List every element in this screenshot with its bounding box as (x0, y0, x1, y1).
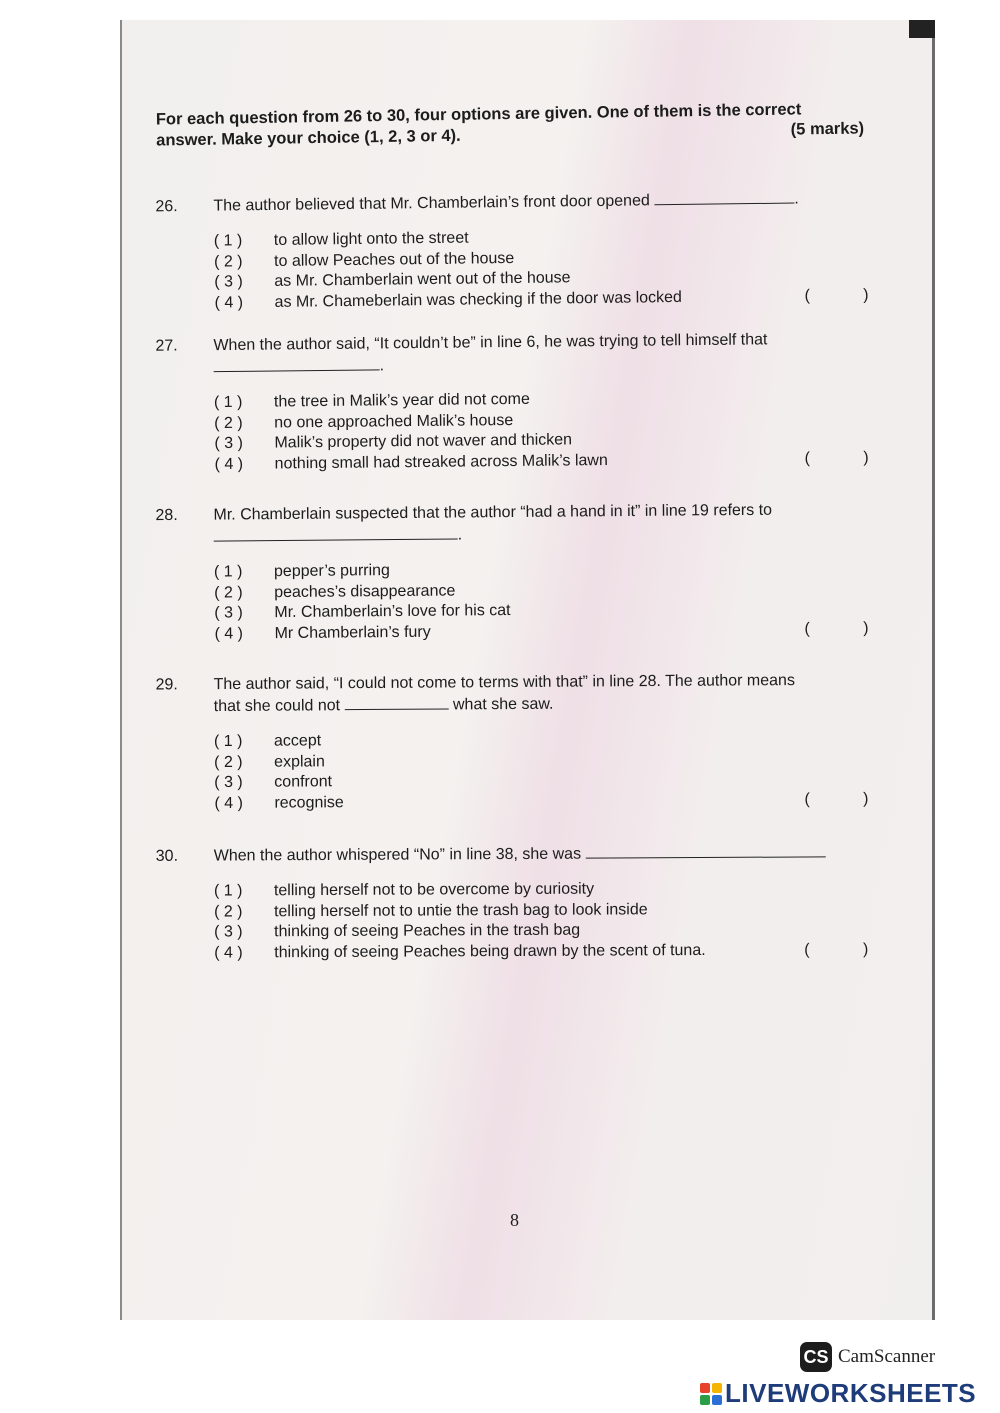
option-4: ( 4 ) as Mr. Chameberlain was checking if the door was locked ( ) (214, 286, 869, 312)
option-1: ( 1 ) the tree in Malik’s year did not come (213, 390, 530, 412)
option-1: ( 1 ) telling herself not to be overcome by curiosity (213, 880, 595, 900)
question-26: 26. The author believed that Mr. Chamberlain’s front door opened . ( 1 ) to allow light onto the street ( 2 ) to allow Peaches out of the house ( 3 ) as Mr. Chamberlain went out of the house ( 4 ) as Mr. Chameberlain was checking if the door was locked ( ) (155, 188, 868, 315)
instructions (156, 98, 865, 151)
answer-blank (344, 694, 448, 710)
option-1: ( 1 ) pepper’s purring (213, 562, 390, 581)
answer-bracket[interactable]: ( ) (804, 619, 869, 637)
answer-bracket[interactable]: ( ) (804, 448, 869, 467)
option-3: ( 3 ) thinking of seeing Peaches in the trash bag (214, 921, 581, 941)
options-list (214, 557, 869, 645)
camscanner-label: CamScanner (838, 1346, 936, 1367)
question-text: The author believed that Mr. Chamberlain’s front door opened (213, 192, 650, 215)
option-4: ( 4 ) nothing small had streaked across Malik’s lawn ( ) (214, 448, 869, 473)
question-text: When the author said, “It couldn’t be” in line 6, he was trying to tell himself that (213, 331, 768, 355)
answer-blank (585, 842, 825, 858)
page-corner-shadow (909, 20, 935, 38)
options-list (214, 878, 868, 963)
options-list (214, 728, 869, 815)
answer-bracket[interactable]: ( ) (804, 286, 869, 304)
question-number: 29. (155, 676, 178, 694)
question-29 (156, 670, 869, 815)
option-4: ( 4 ) recognise ( ) (214, 790, 869, 812)
page-number: 8 (510, 1210, 519, 1230)
camscanner-watermark (800, 1342, 935, 1372)
option-3: ( 3 ) as Mr. Chamberlain went out of the house (214, 269, 571, 291)
question-text: The author said, “I could not come to terms with that” in line 28. The author means (213, 672, 795, 694)
liveworksheets-watermark (700, 1378, 976, 1409)
question-text: Mr. Chamberlain suspected that the author “had a hand in it” in line 19 refers to (213, 501, 773, 524)
question-number: 27. (155, 337, 178, 355)
liveworksheets-label: LIVEWORKSHEETS (725, 1378, 977, 1408)
question-27: 27. When the author said, “It couldn’t be” in line 6, he was trying to tell himself that . ( 1 ) the tree in Malik’s year did not come ( 2 ) no one approached Malik’s house ( 3 ) Malik’s property did not waver and thicken ( 4 ) nothing small had streaked across Malik’s lawn ( ) (155, 328, 868, 475)
option-2: ( 2 ) explain (214, 752, 325, 771)
answer-bracket[interactable]: ( ) (804, 790, 869, 808)
question-number: 30. (155, 847, 179, 865)
option-2: ( 2 ) peaches’s disappearance (214, 581, 456, 602)
option-1: ( 1 ) accept (213, 732, 322, 751)
option-2: ( 2 ) to allow Peaches out of the house (214, 249, 515, 271)
question-text-end: what she saw. (452, 695, 554, 714)
question-number: 26. (155, 198, 178, 216)
option-4: ( 4 ) thinking of seeing Peaches being drawn by the scent of tuna. ( ) (214, 940, 869, 962)
option-2: ( 2 ) no one approached Malik’s house (214, 411, 514, 432)
marks-label: (5 marks) (790, 119, 865, 139)
liveworksheets-logo-icon (700, 1383, 722, 1405)
option-4: ( 4 ) Mr Chamberlain’s fury ( ) (214, 619, 869, 643)
option-1: ( 1 ) to allow light onto the street (213, 229, 469, 250)
options-list (214, 386, 869, 475)
scanned-page (120, 20, 935, 1320)
options-list (214, 224, 869, 314)
answer-blank (214, 524, 458, 541)
answer-blank (214, 355, 380, 372)
camscanner-logo-icon: CS (800, 1342, 832, 1372)
option-2: ( 2 ) telling herself not to untie the trash bag to look inside (213, 900, 648, 921)
question-number: 28. (155, 506, 178, 525)
question-text-cont: that she could not (213, 697, 341, 716)
question-28: 28. Mr. Chamberlain suspected that the author “had a hand in it” in line 19 refers to . ( 1 ) pepper’s purring ( 2 ) peaches’s disappearance ( 3 ) Mr. Chamberlain’s love for his cat ( 4 ) Mr Chamberlain’s fury ( ) (155, 499, 868, 645)
option-3: ( 3 ) confront (214, 773, 333, 792)
option-3: ( 3 ) Malik’s property did not waver and thicken (214, 431, 573, 453)
option-3: ( 3 ) Mr. Chamberlain’s love for his cat (214, 602, 511, 622)
instructions-text: For each question from 26 to 30, four options are given. One of them is the correct answer. Make your choice (1, 2, 3 or 4). (155, 100, 802, 150)
answer-blank (654, 189, 794, 206)
question-30 (156, 842, 869, 964)
answer-bracket[interactable]: ( ) (804, 940, 869, 958)
question-text: When the author whispered “No” in line 38, she was (213, 845, 582, 865)
